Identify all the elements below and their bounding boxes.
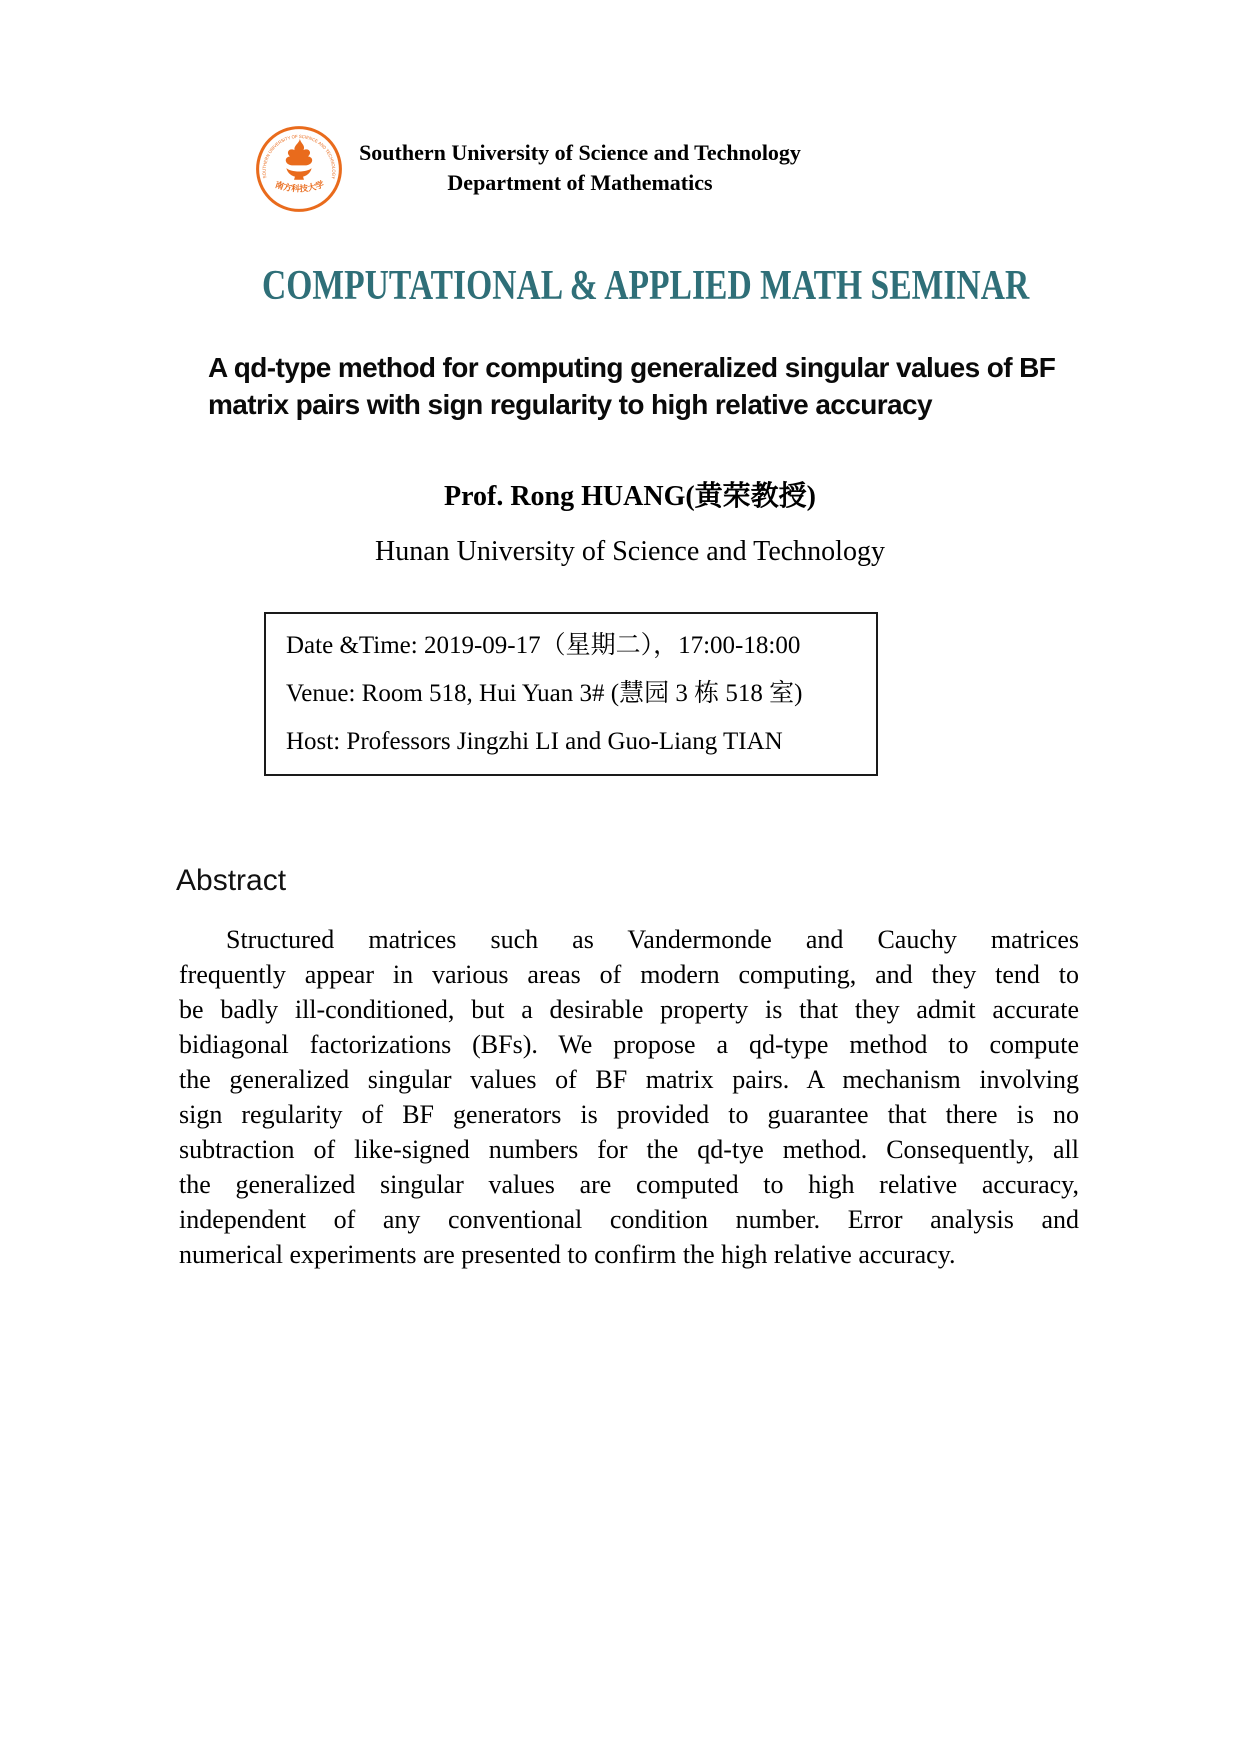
abstract-paragraph xyxy=(179,922,1079,1272)
event-details-box xyxy=(264,612,878,776)
talk-title xyxy=(208,349,1088,423)
event-venue: Venue: Room 518, Hui Yuan 3# (慧园 3 栋 518 室) xyxy=(286,680,803,707)
logo-ring-text: SOUTHERN UNIVERSITY OF SCIENCE AND TECHNOLOGY xyxy=(261,133,337,180)
speaker-name: Prof. Rong HUANG(黄荣教授) xyxy=(443,481,816,512)
abstract-line: the generalized singular values of BF matrix pairs. A mechanism involving xyxy=(179,1065,1079,1094)
talk-title-line-1: A qd-type method for computing generalized singular values of BF xyxy=(208,352,1056,383)
abstract-line: bidiagonal factorizations (BFs). We propose a qd-type method to compute xyxy=(179,1030,1079,1059)
logo-torch-icon xyxy=(286,168,311,180)
abstract-line: be badly ill-conditioned, but a desirable property is that they admit accurate xyxy=(179,995,1079,1024)
abstract-line: numerical experiments are presented to confirm the high relative accuracy. xyxy=(179,1240,956,1269)
abstract-line: independent of any conventional condition number. Error analysis and xyxy=(179,1205,1079,1234)
talk-title-line-2: matrix pairs with sign regularity to high relative accuracy xyxy=(208,389,932,420)
event-host: Host: Professors Jingzhi LI and Guo-Liang TIAN xyxy=(286,728,783,755)
abstract-line: Structured matrices such as Vandermonde and Cauchy matrices xyxy=(226,925,1079,954)
event-datetime: Date &Time: 2019-09-17（星期二），17:00-18:00 xyxy=(286,632,801,659)
abstract-line: the generalized singular values are computed to high relative accuracy, xyxy=(179,1170,1079,1199)
header xyxy=(320,138,840,198)
abstract-line: sign regularity of BF generators is provided to guarantee that there is no xyxy=(179,1100,1079,1129)
logo-flame-icon xyxy=(286,137,312,166)
logo-chinese-name: 南方科技大学 xyxy=(274,178,326,194)
seminar-series-title: COMPUTATIONAL & APPLIED MATH SEMINAR xyxy=(262,263,1030,309)
department-name: Department of Mathematics xyxy=(447,170,713,195)
abstract-line: subtraction of like-signed numbers for the qd-tye method. Consequently, all xyxy=(179,1135,1079,1164)
abstract-line: frequently appear in various areas of modern computing, and they tend to xyxy=(179,960,1079,989)
university-name: Southern University of Science and Technology xyxy=(359,140,801,165)
speaker-affiliation: Hunan University of Science and Technology xyxy=(375,536,885,567)
abstract-heading: Abstract xyxy=(176,864,287,897)
